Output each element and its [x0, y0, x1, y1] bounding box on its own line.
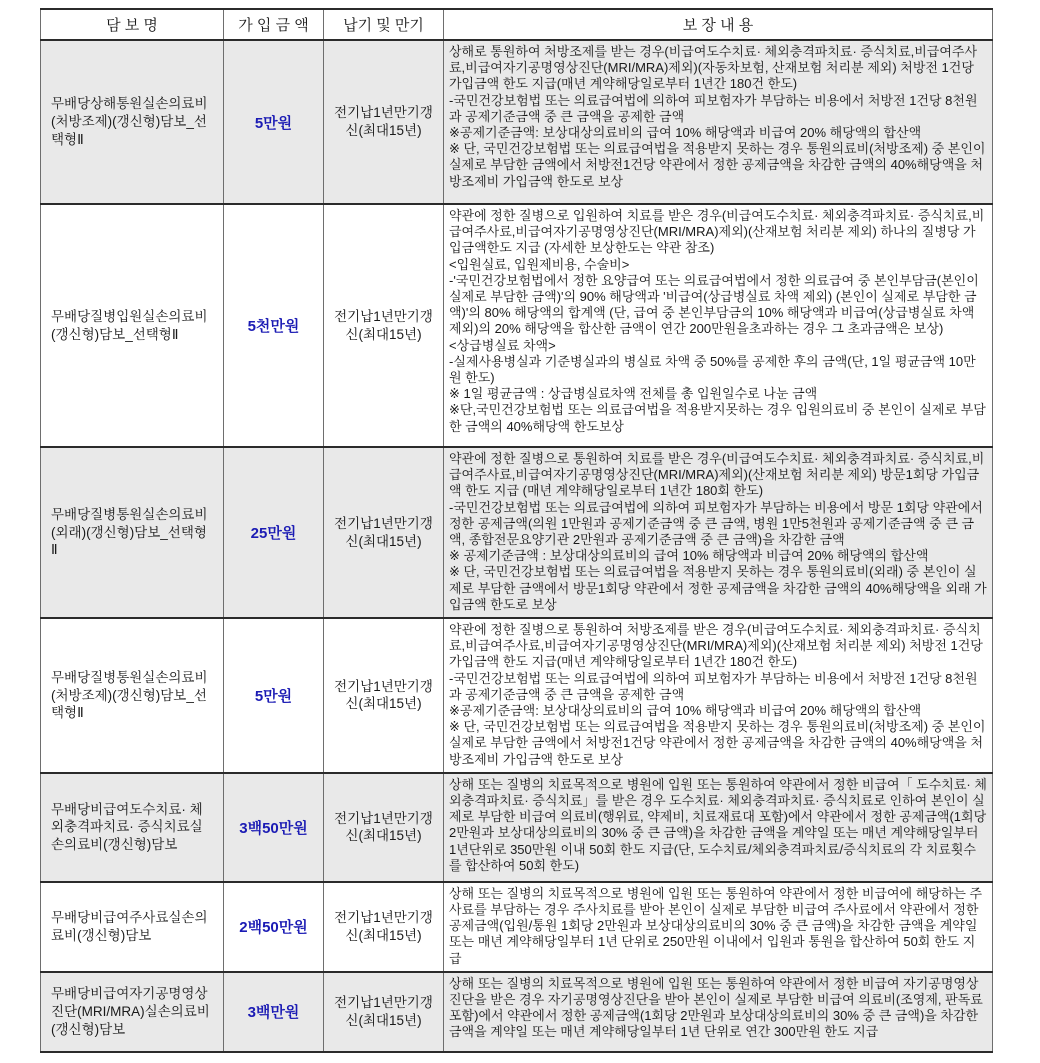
detail-line: ※ 단, 국민건강보험법 또는 의료급여법을 적용받지 못하는 경우 통원의료비(처방조제) 중 본인이 실제로 부담한 금액에서 처방전1건당 약관에서 정한 공제금액을 차감한 금액의 40%해당액을 처방조제비 가입금액 한도로 보상: [449, 719, 986, 767]
coverage-amount: 3백50만원: [224, 773, 324, 882]
table-row: [41, 773, 993, 882]
coverage-amount: 5만원: [224, 40, 324, 204]
coverage-name: 무배당비급여주사료실손의료비(갱신형)담보: [41, 882, 224, 972]
coverage-term: 전기납1년만기갱신(최대15년): [324, 882, 444, 972]
table-row: [41, 618, 993, 773]
coverage-amount: 2백50만원: [224, 882, 324, 972]
detail-line: 약관에 정한 질병으로 통원하여 처방조제를 받은 경우(비급여도수치료· 체외충격파치료· 증식치료,비급여주사료,비급여자기공명영상진단(MRI/MRA)제외)(산재보험 처리분 제외) 처방전 1건당 가입금액 한도 지급(매년 계약해당일로부터 1년간 180건 한도): [449, 622, 983, 670]
detail-line: -실제사용병실과 기준병실과의 병실료 차액 중 50%를 공제한 후의 금액(단, 1일 평균금액 10만원 한도): [449, 353, 976, 386]
table-row: [41, 447, 993, 618]
coverage-details: [444, 204, 993, 447]
table-row: [41, 40, 993, 204]
detail-line: -'국민건강보험법에서 정한 요양급여 또는 의료급여법에서 정한 의료급여 중 본인부담금(본인이 실제로 부담한 금액)'의 90% 해당액과 '비급여(상급병실료 차액 제외) (본인이 실제로 부담한 금액)'의 80% 해당액의 합계액 (단, 급여 중 본인부담금의 10% 해당액과 비급여(상급병실료 차액 제외)의 20% 해당액을 합산한 금액이 연간 200만원을초과하는 경우 그 초과금액은 보상): [449, 272, 979, 337]
coverage-name: 무배당질병통원실손의료비(처방조제)(갱신형)담보_선택형Ⅱ: [41, 618, 224, 773]
detail-line: ※ 단, 국민건강보험법 또는 의료급여법을 적용받지 못하는 경우 통원의료비(처방조제) 중 본인이 실제로 부담한 금액에서 처방전1건당 약관에서 정한 공제금액을 차감한 금액의 40%해당액을 처방조제비 가입금액 한도로 보상: [449, 141, 986, 189]
coverage-name: 무배당질병통원실손의료비(외래)(갱신형)담보_선택형Ⅱ: [41, 447, 224, 618]
coverage-term: 전기납1년만기갱신(최대15년): [324, 204, 444, 447]
coverage-table: [40, 8, 993, 1053]
coverage-term: 전기납1년만기갱신(최대15년): [324, 773, 444, 882]
detail-line: ※공제기준금액: 보상대상의료비의 급여 10% 해당액과 비급여 20% 해당액의 합산액: [449, 125, 922, 141]
coverage-details: [444, 882, 993, 972]
detail-line: 약관에 정한 질병으로 통원하여 치료를 받은 경우(비급여도수치료· 체외충격파치료· 증식치료,비급여주사료,비급여자기공명영상진단(MRI/MRA)제외)(산재보험 처리분 제외) 방문1회당 가입금액 한도 지급 (매년 계약해당일로부터 1년간 180회 한도): [449, 451, 985, 499]
detail-line: ※ 단, 국민건강보험법 또는 의료급여법을 적용받지 못하는 경우 통원의료비(외래) 중 본인이 실제로 부담한 금액에서 방문1회당 약관에서 정한 공제금액을 차감한 금액의 40%해당액을 외래 가입금액 한도로 보상: [449, 564, 987, 612]
detail-line: 약관에 정한 질병으로 입원하여 치료를 받은 경우(비급여도수치료· 체외충격파치료· 증식치료,비급여주사료,비급여자기공명영상진단(MRI/MRA)제외)(산재보험 처리분 제외) 하나의 질병당 가입금액한도 지급 (자세한 보상한도는 약관 참조): [449, 208, 985, 256]
coverage-term: 전기납1년만기갱신(최대15년): [324, 972, 444, 1052]
header-payment-term: 납기 및 만기: [324, 9, 444, 40]
header-coverage-name: 담 보 명: [41, 9, 224, 40]
coverage-amount: 5천만원: [224, 204, 324, 447]
detail-line: ※ 공제기준금액 : 보상대상의료비의 급여 10% 해당액과 비급여 20% 해당액의 합산액: [449, 548, 929, 564]
coverage-details: [444, 972, 993, 1052]
coverage-name: 무배당상해통원실손의료비(처방조제)(갱신형)담보_선택형Ⅱ: [41, 40, 224, 204]
table-row: [41, 882, 993, 972]
detail-line: 상해 또는 질병의 치료목적으로 병원에 입원 또는 통원하여 약관에서 정한 비급여 자기공명영상진단을 받은 경우 자기공명영상진단을 받아 본인이 실제로 부담한 비급여 의료비(조영제, 판독료 포함)에서 약관에서 정한 공제금액(1회당 2만원과 보상대상의료비의 30% 중 큰 금액)을 차감한 금액을 계약일 또는 매년 계약해당일부터 1년 단위로 연간 300만원 한도 지급: [449, 975, 983, 1040]
coverage-details: [444, 773, 993, 882]
header-row: [41, 9, 993, 40]
coverage-amount: 25만원: [224, 447, 324, 618]
coverage-name: 무배당비급여도수치료· 체외충격파치료· 증식치료실손의료비(갱신형)담보: [41, 773, 224, 882]
detail-line: 상해로 통원하여 처방조제를 받는 경우(비급여도수치료· 체외충격파치료· 증식치료,비급여주사료,비급여자기공명영상진단(MRI/MRA)제외)(자동차보험, 산재보험 처리분 제외) 처방전 1건당 가입금액 한도 지급(매년 계약해당일로부터 1년간 180건 한도): [449, 44, 978, 92]
detail-line: ※단,국민건강보험법 또는 의료급여법을 적용받지못하는 경우 입원의료비 중 본인이 실제로 부담한 금액의 40%해당액 한도보상: [449, 402, 986, 434]
detail-line: <입원실료, 입원제비용, 수술비>: [449, 256, 630, 272]
detail-line: <상급병실료 차액>: [449, 337, 556, 353]
detail-line: -국민건강보험법 또는 의료급여법에 의하여 피보험자가 부담하는 비용에서 처방전 1건당 8천원과 공제기준금액 중 큰 금액을 공제한 금액: [449, 92, 978, 124]
coverage-amount: 3백만원: [224, 972, 324, 1052]
coverage-term: 전기납1년만기갱신(최대15년): [324, 447, 444, 618]
table-row: [41, 204, 993, 447]
detail-line: 상해 또는 질병의 치료목적으로 병원에 입원 또는 통원하여 약관에서 정한 비급여에 해당하는 주사료를 부담하는 경우 주사치료를 받아 본인이 실제로 부담한 비급여 주사료에서 약관에서 정한 공제금액(입원/통원 1회당 2만원과 보상대상의료비의 30% 중 큰 금액)을 차감한 금액을 계약일 또는 매년 계약해당일부터 1년 단위로 250만원 이내에서 입원과 통원을 합산하여 50회 한도 지급: [449, 885, 983, 966]
detail-line: -국민건강보험법 또는 의료급여법에 의하여 피보험자가 부담하는 비용에서 방문 1회당 약관에서 정한 공제금액(의원 1만원과 공제기준금액 중 큰 금액, 병원 1만5천원과 공제기준금액 중 큰 금액, 종합전문요양기관 2만원과 공제기준금액 중 큰 금액)을 차감한 금액: [449, 499, 983, 548]
coverage-name: 무배당질병입원실손의료비(갱신형)담보_선택형Ⅱ: [41, 204, 224, 447]
coverage-details: [444, 618, 993, 773]
detail-line: ※ 1일 평균금액 : 상급병실료차액 전체를 총 입원일수로 나눈 금액: [449, 386, 818, 402]
header-coverage-detail: 보 장 내 용: [444, 9, 993, 40]
coverage-name: 무배당비급여자기공명영상진단(MRI/MRA)실손의료비(갱신형)담보: [41, 972, 224, 1052]
detail-line: 상해 또는 질병의 치료목적으로 병원에 입원 또는 통원하여 약관에서 정한 비급여「 도수치료· 체외충격파치료· 증식치료」를 받은 경우 도수치료· 체외충격파치료· 증식치료로 인하여 본인이 실제로 부담한 비급여 의료비(행위료, 약제비, 치료재료대 포함)에서 약관에서 정한 공제금액(1회당 2만원과 보상대상의료비의 30% 중 큰 금액)을 차감한 금액을 계약일 또는 매년 계약해당일부터 1년단위로 350만원 이내 50회 한도 지급(단, 도수치료/체외충격파치료/증식치료의 각 치료횟수를 합산하여 50회 한도): [449, 776, 987, 873]
coverage-amount: 5만원: [224, 618, 324, 773]
coverage-term: 전기납1년만기갱신(최대15년): [324, 618, 444, 773]
detail-line: -국민건강보험법 또는 의료급여법에 의하여 피보험자가 부담하는 비용에서 처방전 1건당 8천원과 공제기준금액 중 큰 금액을 공제한 금액: [449, 670, 978, 702]
table-row: [41, 972, 993, 1052]
coverage-term: 전기납1년만기갱신(최대15년): [324, 40, 444, 204]
detail-line: ※공제기준금액: 보상대상의료비의 급여 10% 해당액과 비급여 20% 해당액의 합산액: [449, 703, 922, 719]
coverage-details: [444, 40, 993, 204]
coverage-details: [444, 447, 993, 618]
header-coverage-amount: 가 입 금 액: [224, 9, 324, 40]
table-body: [41, 40, 993, 1052]
